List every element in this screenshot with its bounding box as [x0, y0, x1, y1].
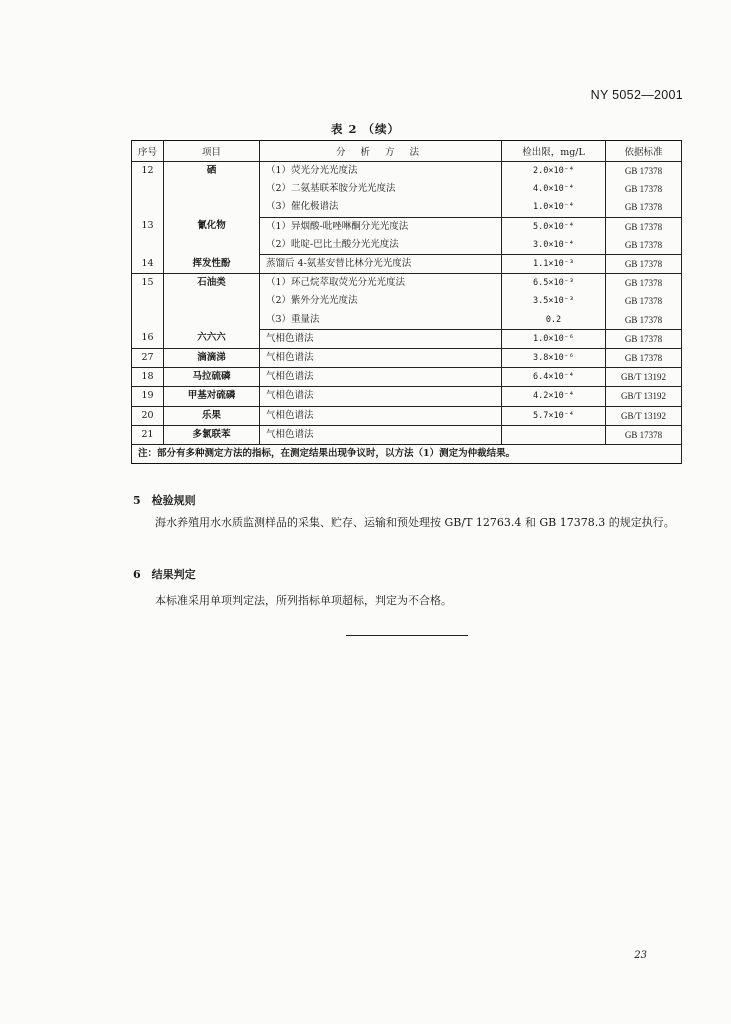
cell-limit: 4.0×10⁻⁴	[502, 180, 606, 198]
cell-no: 12	[132, 162, 164, 218]
cell-method: （1）荧光分光光度法	[260, 162, 502, 181]
cell-method: 气相色谱法	[260, 406, 502, 425]
cell-item: 滴滴涕	[164, 349, 260, 368]
table-header-row	[132, 141, 682, 162]
cell-limit: 5.7×10⁻⁴	[502, 406, 606, 425]
table-body	[132, 162, 682, 445]
cell-limit: 1.0×10⁻⁶	[502, 329, 606, 348]
table-row	[132, 387, 682, 406]
cell-standard: GB/T 13192	[606, 406, 682, 425]
cell-limit	[502, 425, 606, 444]
cell-limit: 6.4×10⁻⁴	[502, 368, 606, 387]
cell-no: 20	[132, 406, 164, 425]
detection-methods-table	[131, 140, 682, 464]
cell-method: （1）异烟酸-吡唑啉酮分光光度法	[260, 217, 502, 236]
cell-limit: 5.0×10⁻⁴	[502, 217, 606, 236]
table-row	[132, 255, 682, 274]
cell-item: 氰化物	[164, 217, 260, 254]
cell-method: 气相色谱法	[260, 329, 502, 348]
cell-method: （2）紫外分光光度法	[260, 292, 502, 310]
cell-limit: 1.0×10⁻⁴	[502, 198, 606, 217]
section-6-body: 本标准采用单项判定法，所列指标单项超标，判定为不合格。	[155, 594, 452, 607]
section-5-title: 5 检验规则	[133, 494, 196, 507]
cell-no: 21	[132, 425, 164, 444]
cell-method: 气相色谱法	[260, 387, 502, 406]
col-header-method: 分 析 方 法	[260, 141, 502, 162]
cell-standard: GB 17378	[606, 292, 682, 310]
cell-limit: 3.5×10⁻³	[502, 292, 606, 310]
cell-limit: 1.1×10⁻³	[502, 255, 606, 274]
standard-number: NY 5052—2001	[590, 88, 683, 102]
end-rule	[346, 635, 468, 636]
cell-item: 甲基对硫磷	[164, 387, 260, 406]
cell-limit: 6.5×10⁻³	[502, 274, 606, 293]
cell-standard: GB 17378	[606, 236, 682, 255]
section-6-title: 6 结果判定	[133, 568, 196, 581]
table-row	[132, 217, 682, 236]
col-header-standard: 依据标准	[606, 141, 682, 162]
cell-item: 马拉硫磷	[164, 368, 260, 387]
cell-no: 16	[132, 329, 164, 348]
cell-limit: 4.2×10⁻⁴	[502, 387, 606, 406]
cell-method: 气相色谱法	[260, 425, 502, 444]
cell-limit: 2.0×10⁻⁴	[502, 162, 606, 181]
cell-standard: GB 17378	[606, 349, 682, 368]
cell-item: 多氯联苯	[164, 425, 260, 444]
cell-standard: GB/T 13192	[606, 368, 682, 387]
cell-item: 石油类	[164, 274, 260, 330]
cell-method: 蒸馏后 4-氨基安替比林分光光度法	[260, 255, 502, 274]
cell-standard: GB 17378	[606, 274, 682, 293]
table-note: 注：部分有多种测定方法的指标，在测定结果出现争议时，以方法（1）测定为仲裁结果。	[132, 445, 682, 464]
cell-item: 乐果	[164, 406, 260, 425]
cell-item: 硒	[164, 162, 260, 218]
cell-method: 气相色谱法	[260, 368, 502, 387]
cell-standard: GB 17378	[606, 425, 682, 444]
cell-standard: GB/T 13192	[606, 387, 682, 406]
cell-no: 27	[132, 349, 164, 368]
cell-method: （2）吡啶-巴比土酸分光光度法	[260, 236, 502, 255]
cell-no: 13	[132, 217, 164, 254]
cell-item: 六六六	[164, 329, 260, 348]
cell-standard: GB 17378	[606, 198, 682, 217]
table-note-row	[132, 445, 682, 464]
table-row	[132, 425, 682, 444]
table-row	[132, 368, 682, 387]
cell-method: （2）二氨基联苯胺分光光度法	[260, 180, 502, 198]
cell-limit: 3.8×10⁻⁶	[502, 349, 606, 368]
cell-no: 15	[132, 274, 164, 330]
cell-item: 挥发性酚	[164, 255, 260, 274]
cell-method: （1）环己烷萃取荧光分光光度法	[260, 274, 502, 293]
table-caption: 表 2 （续）	[330, 122, 400, 136]
cell-no: 14	[132, 255, 164, 274]
col-header-no: 序号	[132, 141, 164, 162]
table-row	[132, 274, 682, 293]
col-header-limit: 检出限，mg/L	[502, 141, 606, 162]
section-5-body: 海水养殖用水水质监测样品的采集、贮存、运输和预处理按 GB/T 12763.4 和 GB 17378.3 的规定执行。	[155, 516, 675, 529]
table-row	[132, 329, 682, 348]
cell-no: 18	[132, 368, 164, 387]
cell-standard: GB 17378	[606, 162, 682, 181]
cell-standard: GB 17378	[606, 329, 682, 348]
col-header-item: 项目	[164, 141, 260, 162]
table-row	[132, 162, 682, 181]
cell-method: 气相色谱法	[260, 349, 502, 368]
cell-no: 19	[132, 387, 164, 406]
cell-limit: 0.2	[502, 311, 606, 330]
cell-method: （3）重量法	[260, 311, 502, 330]
page-number: 23	[634, 950, 647, 961]
cell-standard: GB 17378	[606, 255, 682, 274]
cell-method: （3）催化极谱法	[260, 198, 502, 217]
table-row	[132, 349, 682, 368]
cell-standard: GB 17378	[606, 180, 682, 198]
cell-limit: 3.0×10⁻⁴	[502, 236, 606, 255]
cell-standard: GB 17378	[606, 311, 682, 330]
cell-standard: GB 17378	[606, 217, 682, 236]
table-row	[132, 406, 682, 425]
